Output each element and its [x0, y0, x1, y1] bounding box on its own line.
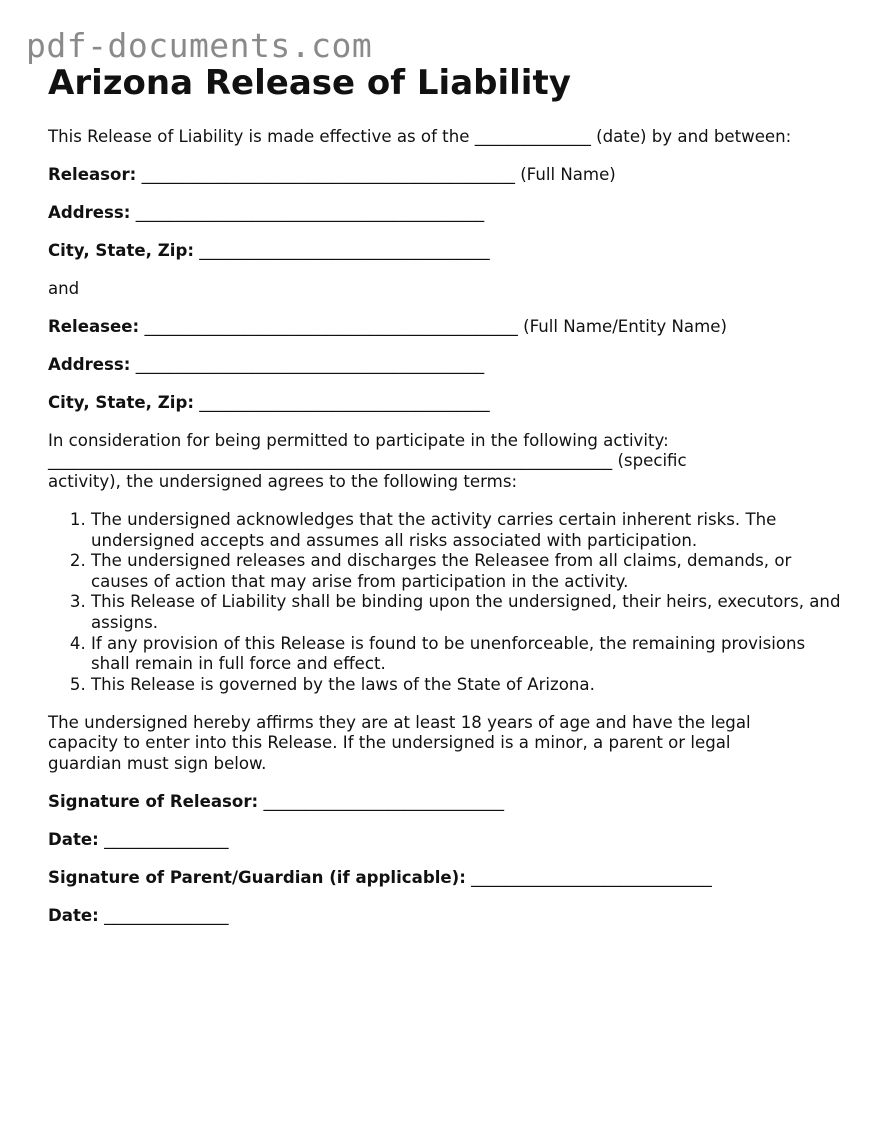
releasee-name-label: Releasee:	[48, 316, 140, 336]
document-title: Arizona Release of Liability	[48, 63, 571, 103]
term-item-3: 3. This Release of Liability shall be binding upon the undersigned, their heirs, executors, and assigns.	[91, 592, 848, 633]
releasee-address-line	[48, 355, 848, 376]
guardian-signature-blank: _____________________________	[471, 867, 712, 887]
consideration-paragraph	[48, 431, 848, 493]
releasee-address-label: Address:	[48, 354, 131, 374]
consideration-line-1: In consideration for being permitted to participate in the following activity:	[48, 430, 669, 450]
term-item-4: 4. If any provision of this Release is found to be unenforceable, the remaining provisions shall remain in full force and effect.	[91, 634, 848, 675]
releasee-address-blank: __________________________________________	[135, 354, 485, 374]
intro-line	[48, 127, 848, 148]
consideration-line-3: activity), the undersigned agrees to the following terms:	[48, 472, 518, 492]
releasor-address-line	[48, 203, 848, 224]
releasor-city-label: City, State, Zip:	[48, 240, 194, 260]
date-label-2: Date:	[48, 905, 99, 925]
releasor-address-label: Address:	[48, 202, 131, 222]
releasor-name-blank: _____________________________________________	[141, 164, 515, 184]
releasee-name-blank: _____________________________________________	[144, 316, 518, 336]
releasor-signature-blank: _____________________________	[263, 791, 505, 811]
terms-list	[48, 510, 848, 695]
date-line-2	[48, 906, 848, 927]
releasee-city-line	[48, 393, 848, 414]
document-body	[48, 60, 848, 927]
releasor-city-line	[48, 241, 848, 262]
date-label-1: Date:	[48, 829, 99, 849]
releasor-signature-line	[48, 792, 848, 813]
releasor-name-line	[48, 165, 848, 186]
date-blank-1: _______________	[104, 829, 229, 849]
activity-blank: ____________________________________________________________________	[48, 451, 613, 471]
term-item-1: 1. The undersigned acknowledges that the activity carries certain inherent risks. The undersigned accepts and assumes all risks associated with participation.	[91, 510, 848, 551]
effective-date-blank: ______________	[474, 127, 591, 146]
affirmation-paragraph: The undersigned hereby affirms they are at least 18 years of age and have the legal capacity to enter into this Release. If the undersigned is a minor, a parent or legal guardian must sign below.	[48, 712, 751, 773]
consideration-line-2	[48, 451, 848, 472]
releasor-city-blank: ___________________________________	[199, 240, 490, 260]
date-blank-2: _______________	[104, 905, 229, 925]
releasor-signature-label: Signature of Releasor:	[48, 791, 259, 811]
releasee-city-blank: ___________________________________	[199, 392, 490, 412]
watermark-logo: pdf-documents.com	[26, 26, 373, 65]
guardian-signature-line	[48, 868, 848, 889]
date-line-1	[48, 830, 848, 851]
releasee-city-label: City, State, Zip:	[48, 392, 194, 412]
term-item-2: 2. The undersigned releases and discharges the Releasee from all claims, demands, or causes of action that may arise from participation in the activity.	[91, 551, 848, 592]
and-text: and	[48, 278, 80, 298]
intro-text-after: (date) by and between:	[590, 127, 792, 146]
releasee-name-line	[48, 317, 848, 338]
guardian-signature-label: Signature of Parent/Guardian (if applicable):	[48, 867, 466, 887]
releasor-name-label: Releasor:	[48, 164, 137, 184]
releasee-name-hint: (Full Name/Entity Name)	[523, 316, 727, 336]
term-item-5: 5. This Release is governed by the laws of the State of Arizona.	[91, 675, 848, 696]
activity-hint: (specific	[612, 451, 687, 471]
releasor-name-hint: (Full Name)	[520, 164, 616, 184]
intro-text-before: This Release of Liability is made effective as of the	[48, 127, 475, 146]
releasor-address-blank: __________________________________________	[135, 202, 485, 222]
